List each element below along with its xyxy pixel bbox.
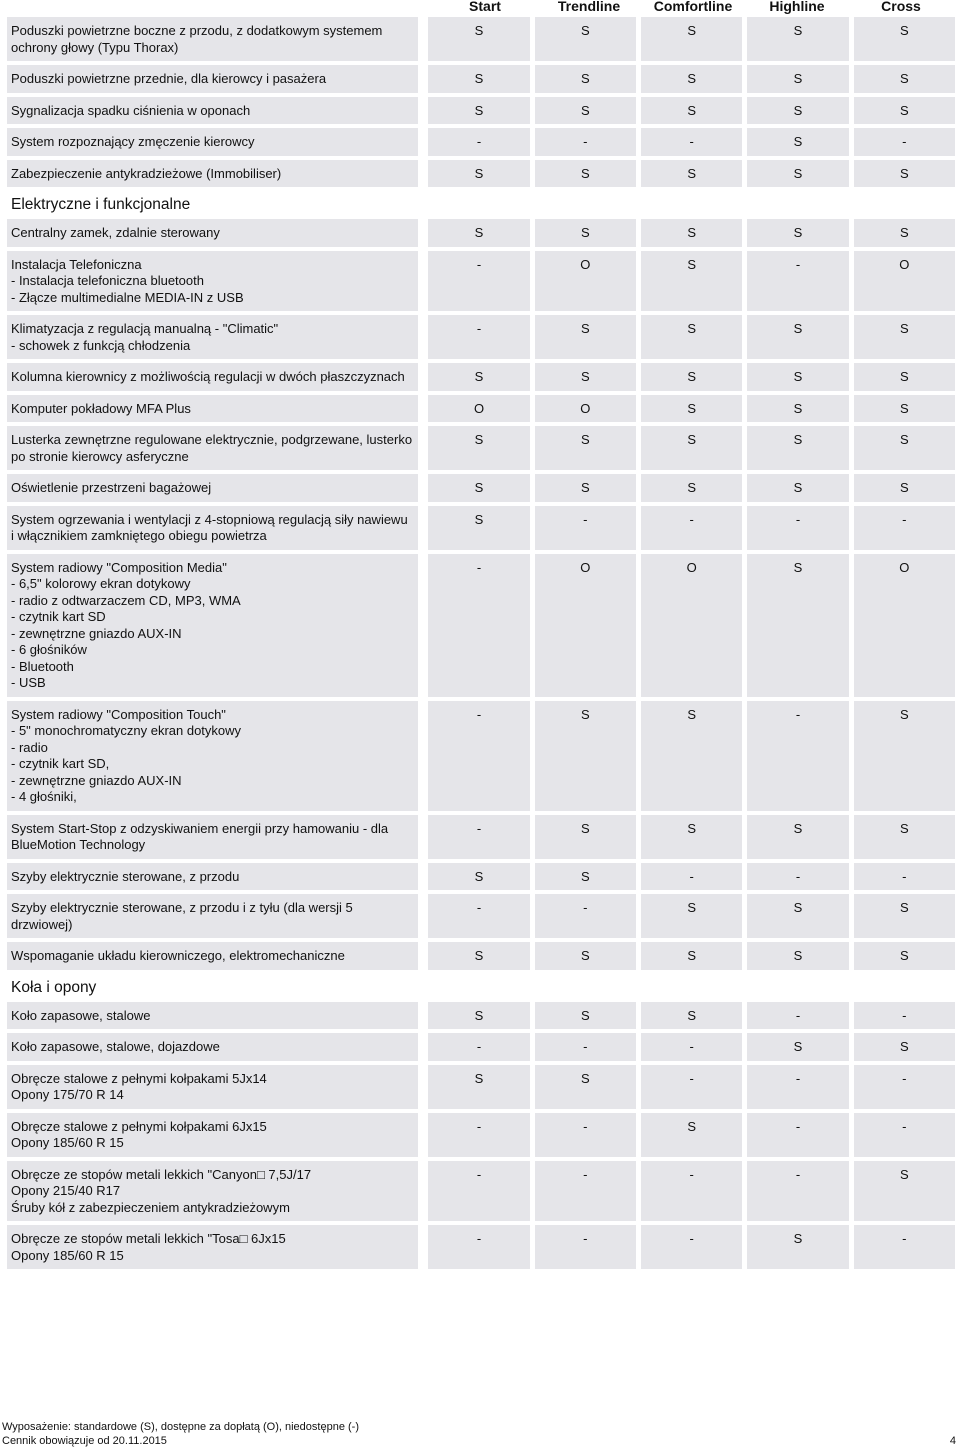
feature-label: Poduszki powietrzne boczne z przodu, z dodatkowym systemem ochrony głowy (Typu Thorax) [7,17,418,61]
feature-label: Szyby elektrycznie sterowane, z przodu i z tyłu (dla wersji 5 drzwiowej) [7,894,418,938]
availability-cross: S [854,395,955,423]
column-header-highline: Highline [769,0,825,14]
availability-comfortline: S [641,219,742,247]
availability-highline: - [747,1002,848,1030]
availability-highline: S [747,219,848,247]
availability-trendline: - [535,1033,636,1061]
availability-highline: - [747,1113,848,1157]
table-row [7,894,955,938]
availability-comfortline: - [641,506,742,550]
availability-start: S [428,506,529,550]
feature-label: Lusterka zewnętrzne regulowane elektrycznie, podgrzewane, lusterko po stronie kierowcy asferyczne [7,426,418,470]
availability-start: S [428,1002,529,1030]
availability-start: S [428,363,529,391]
availability-trendline: S [535,65,636,93]
availability-start: - [428,315,529,359]
column-header-trendline: Trendline [557,0,621,14]
availability-start: - [428,1161,529,1222]
availability-highline: S [747,894,848,938]
availability-trendline: S [535,1002,636,1030]
availability-highline: S [747,65,848,93]
availability-highline: S [747,1225,848,1269]
table-row [7,128,955,156]
availability-trendline: - [535,1113,636,1157]
table-row [7,65,955,93]
availability-cross: S [854,474,955,502]
feature-label: System rozpoznający zmęczenie kierowcy [7,128,418,156]
section-heading: Elektryczne i funkcjonalne [11,196,191,213]
table-row [7,1161,955,1222]
table-row [7,315,955,359]
availability-start: - [428,701,529,811]
availability-cross: - [854,1225,955,1269]
availability-cross: S [854,219,955,247]
availability-cross: O [854,554,955,697]
availability-start: O [428,395,529,423]
availability-start: - [428,554,529,697]
column-header-start: Start [469,0,501,14]
availability-start: S [428,219,529,247]
availability-cross: S [854,315,955,359]
availability-comfortline: S [641,363,742,391]
feature-label: Instalacja Telefoniczna - Instalacja telefoniczna bluetooth - Złącze multimedialne MEDIA-IN z USB [7,251,418,312]
equipment-table [7,17,955,1273]
availability-comfortline: S [641,815,742,859]
availability-comfortline: O [641,554,742,697]
feature-label: Centralny zamek, zdalnie sterowany [7,219,418,247]
availability-cross: S [854,17,955,61]
availability-highline: - [747,1161,848,1222]
feature-label: Komputer pokładowy MFA Plus [7,395,418,423]
availability-start: - [428,251,529,312]
availability-highline: S [747,1033,848,1061]
availability-highline: S [747,815,848,859]
table-row [7,219,955,247]
availability-comfortline: - [641,1065,742,1109]
availability-trendline: O [535,395,636,423]
availability-cross: S [854,97,955,125]
availability-comfortline: S [641,160,742,188]
availability-comfortline: - [641,1161,742,1222]
availability-comfortline: S [641,1113,742,1157]
table-row [7,506,955,550]
availability-trendline: S [535,1065,636,1109]
availability-highline: S [747,128,848,156]
table-row [7,251,955,312]
table-row [7,1002,955,1030]
availability-cross: - [854,506,955,550]
availability-cross: S [854,426,955,470]
availability-cross: S [854,1161,955,1222]
availability-highline: S [747,160,848,188]
availability-trendline: - [535,1225,636,1269]
price-list-date: Cennik obowiązuje od 20.11.2015 [2,1435,167,1447]
availability-trendline: S [535,426,636,470]
availability-start: - [428,1225,529,1269]
availability-cross: S [854,65,955,93]
availability-trendline: S [535,474,636,502]
availability-comfortline: S [641,1002,742,1030]
availability-start: - [428,1033,529,1061]
availability-highline: S [747,97,848,125]
availability-highline: - [747,506,848,550]
availability-cross: - [854,863,955,891]
availability-trendline: S [535,219,636,247]
availability-comfortline: S [641,251,742,312]
availability-cross: S [854,894,955,938]
availability-trendline: S [535,97,636,125]
availability-comfortline: S [641,17,742,61]
table-row [7,815,955,859]
availability-trendline: S [535,363,636,391]
availability-cross: S [854,815,955,859]
column-headers [0,0,960,14]
feature-label: Klimatyzacja z regulacją manualną - "Climatic" - schowek z funkcją chłodzenia [7,315,418,359]
availability-comfortline: S [641,701,742,811]
table-row [7,1065,955,1109]
feature-label: Obręcze ze stopów metali lekkich "Canyon□ 7,5J/17 Opony 215/40 R17 Śruby kół z zabezpieczeniem antykradzieżowym [7,1161,418,1222]
table-row [7,863,955,891]
feature-label: Zabezpieczenie antykradzieżowe (Immobiliser) [7,160,418,188]
availability-start: - [428,815,529,859]
availability-comfortline: S [641,395,742,423]
availability-highline: - [747,251,848,312]
availability-highline: S [747,426,848,470]
availability-comfortline: S [641,65,742,93]
availability-highline: - [747,1065,848,1109]
availability-comfortline: S [641,97,742,125]
availability-comfortline: S [641,426,742,470]
availability-start: S [428,942,529,970]
feature-label: Wspomaganie układu kierowniczego, elektromechaniczne [7,942,418,970]
feature-label: Obręcze ze stopów metali lekkich "Tosa□ 6Jx15 Opony 185/60 R 15 [7,1225,418,1269]
table-row [7,1225,955,1269]
availability-trendline: O [535,554,636,697]
availability-trendline: O [535,251,636,312]
column-header-cross: Cross [881,0,921,14]
table-row [7,395,955,423]
availability-cross: - [854,1002,955,1030]
availability-highline: S [747,554,848,697]
table-row [7,363,955,391]
availability-start: S [428,863,529,891]
availability-highline: - [747,701,848,811]
availability-trendline: - [535,1161,636,1222]
feature-label: Kolumna kierownicy z możliwością regulacji w dwóch płaszczyznach [7,363,418,391]
availability-cross: S [854,363,955,391]
availability-trendline: S [535,17,636,61]
availability-trendline: - [535,506,636,550]
availability-comfortline: - [641,128,742,156]
feature-label: System Start-Stop z odzyskiwaniem energii przy hamowaniu - dla BlueMotion Technology [7,815,418,859]
availability-start: S [428,1065,529,1109]
availability-comfortline: - [641,1033,742,1061]
feature-label: Koło zapasowe, stalowe, dojazdowe [7,1033,418,1061]
table-row [7,97,955,125]
availability-highline: S [747,395,848,423]
feature-label: System radiowy "Composition Touch" - 5" monochromatyczny ekran dotykowy - radio - czytnik kart SD, - zewnętrzne gniazdo AUX-IN - 4 głośniki, [7,701,418,811]
availability-trendline: S [535,942,636,970]
availability-start: - [428,894,529,938]
table-row [7,701,955,811]
availability-cross: S [854,701,955,811]
availability-highline: S [747,474,848,502]
availability-trendline: S [535,863,636,891]
availability-trendline: - [535,128,636,156]
feature-label: Koło zapasowe, stalowe [7,1002,418,1030]
availability-cross: - [854,1113,955,1157]
table-row [7,554,955,697]
availability-trendline: - [535,894,636,938]
availability-cross: S [854,160,955,188]
legend-note: Wyposażenie: standardowe (S), dostępne za dopłatą (O), niedostępne (-) [2,1421,359,1433]
feature-label: System ogrzewania i wentylacji z 4-stopniową regulacją siły nawiewu i włącznikiem zamkniętego obiegu powietrza [7,506,418,550]
feature-label: Obręcze stalowe z pełnymi kołpakami 5Jx14 Opony 175/70 R 14 [7,1065,418,1109]
feature-label: Obręcze stalowe z pełnymi kołpakami 6Jx15 Opony 185/60 R 15 [7,1113,418,1157]
availability-start: - [428,128,529,156]
availability-highline: - [747,863,848,891]
availability-highline: S [747,17,848,61]
table-row [7,426,955,470]
availability-start: S [428,474,529,502]
availability-trendline: S [535,160,636,188]
availability-start: S [428,17,529,61]
availability-comfortline: - [641,1225,742,1269]
availability-cross: - [854,1065,955,1109]
feature-label: Oświetlenie przestrzeni bagażowej [7,474,418,502]
availability-cross: O [854,251,955,312]
table-row [7,1033,955,1061]
feature-label: Poduszki powietrzne przednie, dla kierowcy i pasażera [7,65,418,93]
page-number: 4 [949,1435,956,1447]
availability-cross: S [854,942,955,970]
availability-trendline: S [535,815,636,859]
table-row [7,474,955,502]
availability-cross: S [854,1033,955,1061]
availability-comfortline: S [641,315,742,359]
availability-comfortline: S [641,474,742,502]
availability-comfortline: S [641,942,742,970]
availability-trendline: S [535,315,636,359]
availability-start: S [428,160,529,188]
availability-highline: S [747,942,848,970]
feature-label: Sygnalizacja spadku ciśnienia w oponach [7,97,418,125]
feature-label: System radiowy "Composition Media" - 6,5" kolorowy ekran dotykowy - radio z odtwarzaczem CD, MP3, WMA - czytnik kart SD - zewnętrzne gniazdo AUX-IN - 6 głośników - Bluetooth - USB [7,554,418,697]
availability-start: S [428,97,529,125]
column-header-comfortline: Comfortline [653,0,733,14]
availability-trendline: S [535,701,636,811]
availability-comfortline: S [641,894,742,938]
availability-start: S [428,65,529,93]
table-row [7,160,955,188]
table-row [7,17,955,61]
availability-cross: - [854,128,955,156]
feature-label: Szyby elektrycznie sterowane, z przodu [7,863,418,891]
availability-highline: S [747,363,848,391]
availability-start: - [428,1113,529,1157]
availability-highline: S [747,315,848,359]
availability-comfortline: - [641,863,742,891]
table-row [7,942,955,970]
section-heading: Koła i opony [11,978,97,996]
table-row [7,1113,955,1157]
availability-start: S [428,426,529,470]
